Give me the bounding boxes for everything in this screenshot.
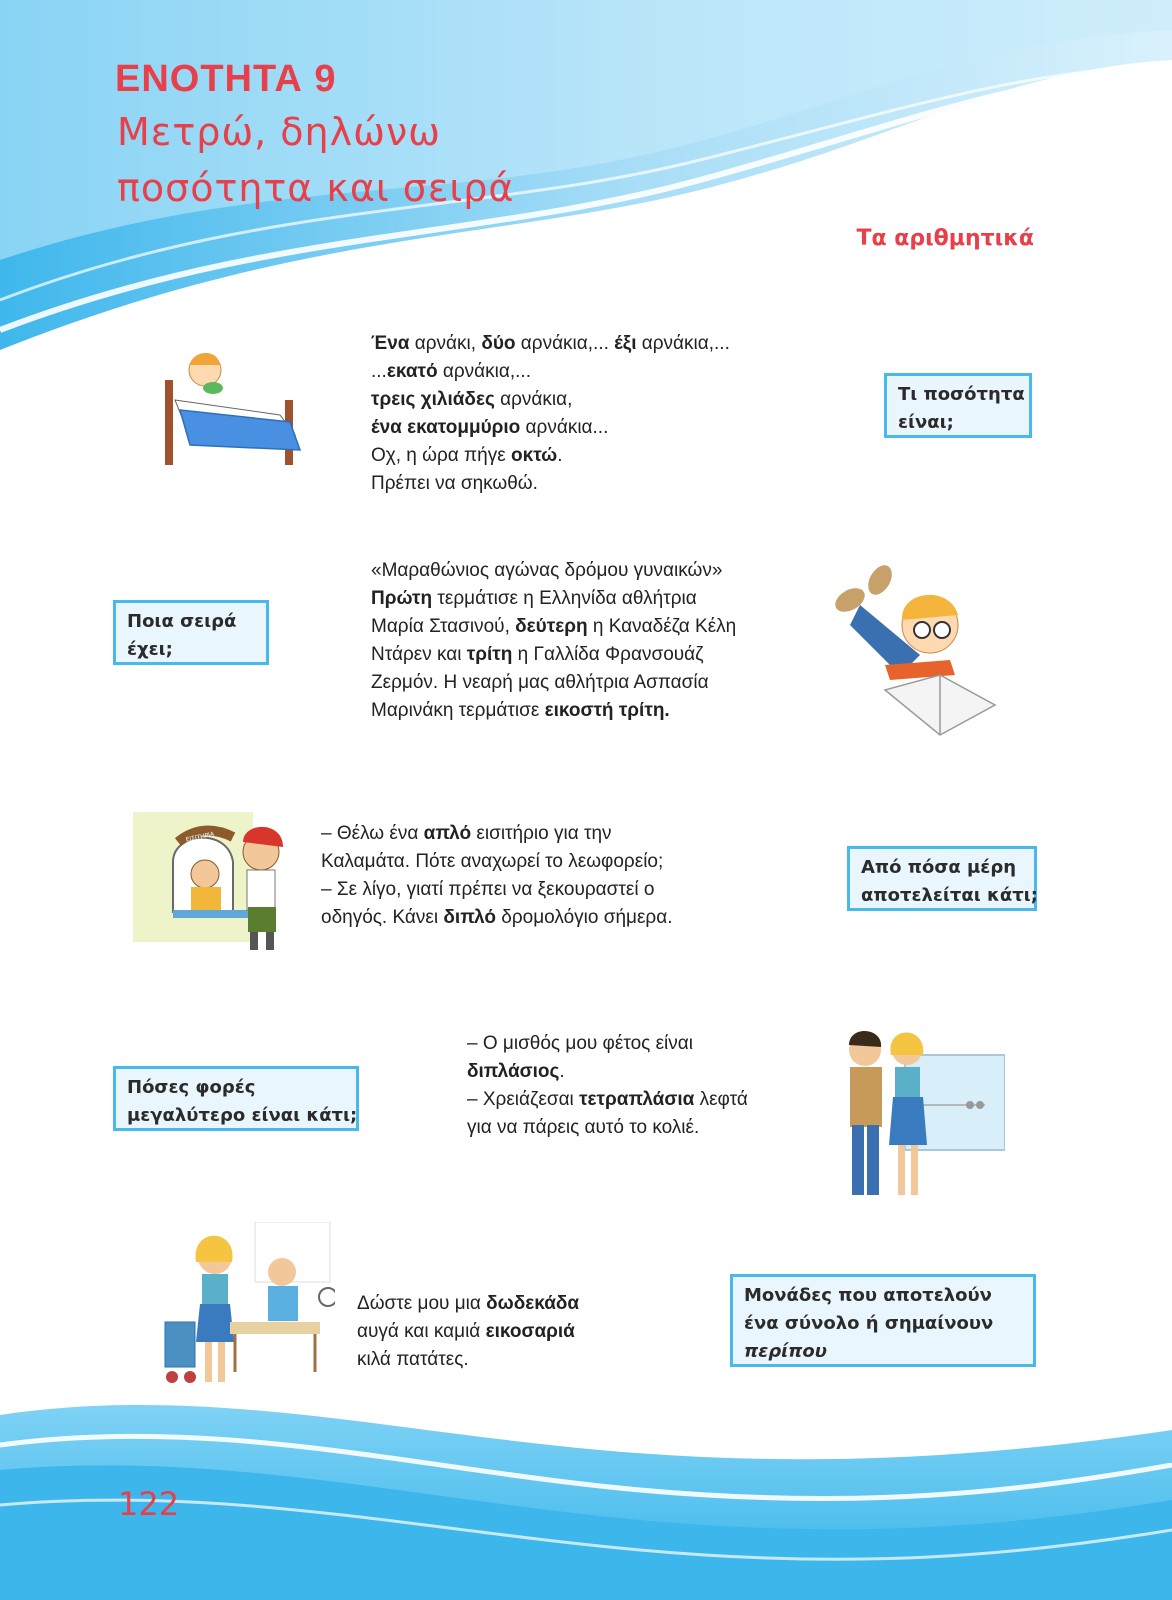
text-line: – Θέλω ένα απλό εισιτήριο για την [321,823,612,844]
text-line: για να πάρεις αυτό το κολιέ. [467,1117,700,1138]
text-line: ένα εκατομμύριο αρνάκια... [371,417,609,438]
ticket-sign-text: ΕΙΣΙΤΗΡΙΑ [185,830,215,844]
market-vendor-illustration [160,1222,335,1392]
text-line: οδηγός. Κάνει διπλό δρομολόγιο σήμερα. [321,907,673,928]
section-subtitle: Τα αριθμητικά [856,226,1034,251]
text-line: διπλάσιος. [467,1061,565,1082]
unit-title-line2: ποσότητα και σειρά [117,166,515,210]
text-line: Ένα αρνάκι, δύο αρνάκια,... έξι αρνάκια,... [371,333,730,354]
text-line: Μαρία Στασινού, δεύτερη η Καναδέζα Κέλη [371,616,737,637]
text-line: ...εκατό αρνάκια,... [371,361,531,382]
question-box-parts: Από πόσα μέρη αποτελείται κάτι; [847,846,1037,911]
ticket-office-illustration [133,812,298,952]
page-number: 122 [118,1485,180,1523]
section1-text [371,330,730,498]
text-line: Ντάρεν και τρίτη η Γαλλίδα Φρανσουάζ [371,644,704,665]
text-line: Ζερμόν. Η νεαρή μας αθλήτρια Ασπασία [371,672,709,693]
question-box-order: Ποια σειρά έχει; [113,600,269,665]
unit-title [117,104,514,216]
text-line: Μαρινάκη τερμάτισε εικοστή τρίτη. [371,700,670,721]
section5-text [357,1290,579,1374]
text-line: Πρέπει να σηκωθώ. [371,473,538,494]
question-box-groups: Μονάδες που αποτελούν ένα σύνολο ή σημαίνουν περίπου [730,1274,1036,1367]
text-line: «Μαραθώνιος αγώνας δρόμου γυναικών» [371,560,723,581]
boy-in-bed-illustration [160,340,310,470]
text-line: αυγά και καμιά εικοσαριά [357,1321,575,1342]
text-line: – Σε λίγο, γιατί πρέπει να ξεκουραστεί ο [321,879,655,900]
text-line: Καλαμάτα. Πότε αναχωρεί το λεωφορείο; [321,851,664,872]
text-line: Πρώτη τερμάτισε η Ελληνίδα αθλήτρια [371,588,697,609]
text-line: Δώστε μου μια δωδεκάδα [357,1293,580,1314]
text-line: – Χρειάζεσαι τετραπλάσια λεφτά [467,1089,748,1110]
section2-text [371,557,736,725]
text-line: τρεις χιλιάδες αρνάκια, [371,389,573,410]
couple-at-shop-window-illustration [835,1025,1005,1205]
section4-text [467,1030,748,1142]
unit-heading: ΕΝΟΤΗΤΑ 9 [115,58,337,100]
question-box-quantity: Τι ποσότητα είναι; [884,373,1032,438]
text-line: – Ο μισθός μου φέτος είναι [467,1033,693,1054]
boy-reading-newspaper-illustration [830,565,1000,740]
text-line: Οχ, η ώρα πήγε οκτώ. [371,445,563,466]
question-box-multiple: Πόσες φορές μεγαλύτερο είναι κάτι; [113,1066,359,1131]
section3-text [321,820,673,932]
unit-title-line1: Μετρώ, δηλώνω [117,110,441,154]
text-line: κιλά πατάτες. [357,1349,469,1370]
